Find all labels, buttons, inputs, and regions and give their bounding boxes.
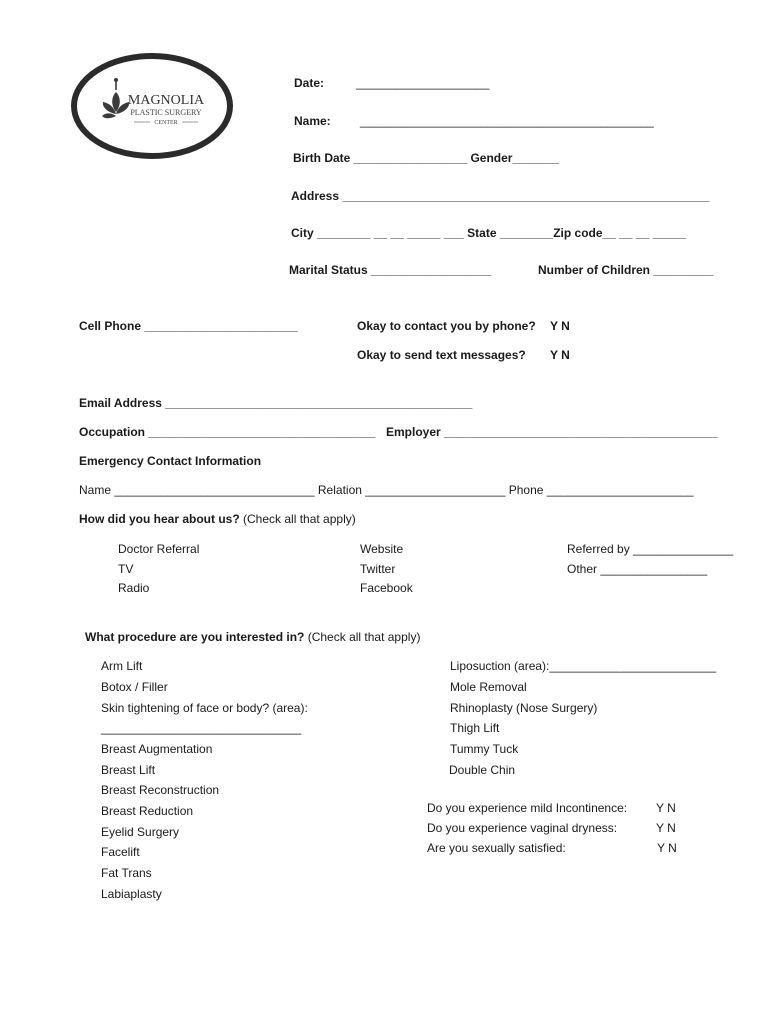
other-field[interactable]: Other ________________ [567, 562, 708, 576]
incontinence-yn[interactable]: Y N [656, 801, 676, 815]
procedure-option[interactable]: Eyelid Surgery [101, 825, 180, 839]
procedure-question-text: What procedure are you interested in? [85, 630, 305, 644]
emergency-contact-line[interactable]: Name ______________________________ Relation _____________________ Phone ______________________ [79, 483, 694, 497]
referral-option[interactable]: TV [118, 562, 134, 576]
procedure-option[interactable]: Double Chin [449, 763, 516, 777]
logo-line3: CENTER [154, 120, 178, 126]
magnolia-logo [70, 52, 234, 160]
address-field[interactable]: Address _______________________________________________________ [291, 189, 710, 203]
procedure-note: (Check all that apply) [307, 630, 421, 644]
number-of-children-field[interactable]: Number of Children _________ [538, 263, 714, 277]
date-label: Date: [294, 76, 325, 90]
referral-option[interactable]: Doctor Referral [118, 542, 200, 556]
incontinence-question: Do you experience mild Incontinence: [427, 801, 628, 815]
phone-contact-yn[interactable]: Y N [550, 319, 570, 333]
referral-option[interactable]: Website [360, 542, 404, 556]
procedure-area-field[interactable]: ______________________________ [101, 721, 302, 735]
procedure-question [85, 630, 420, 644]
procedure-option[interactable]: Rhinoplasty (Nose Surgery) [450, 701, 598, 715]
liposuction-area-field[interactable]: Liposuction (area):_________________________ [450, 659, 717, 673]
email-field[interactable]: Email Address ______________________________________________ [79, 396, 473, 410]
dryness-question: Do you experience vaginal dryness: [427, 821, 618, 835]
procedure-option[interactable]: Breast Reduction [101, 804, 194, 818]
date-field[interactable]: ____________________ [356, 76, 490, 90]
referral-option[interactable]: Radio [118, 581, 150, 595]
procedure-option[interactable]: Botox / Filler [101, 680, 168, 694]
referral-question-text: How did you hear about us? [79, 512, 240, 526]
procedure-option[interactable]: Breast Augmentation [101, 742, 213, 756]
procedure-option[interactable]: Mole Removal [450, 680, 527, 694]
text-message-question: Okay to send text messages? [357, 348, 526, 362]
procedure-option[interactable]: Breast Lift [101, 763, 156, 777]
referred-by-field[interactable]: Referred by _______________ [567, 542, 734, 556]
procedure-option[interactable]: Facelift [101, 845, 140, 859]
text-message-yn[interactable]: Y N [550, 348, 570, 362]
birth-gender-field[interactable]: Birth Date _________________ Gender_______ [293, 151, 560, 165]
name-label: Name: [294, 114, 331, 128]
marital-status-field[interactable]: Marital Status __________________ [289, 263, 492, 277]
procedure-option[interactable]: Labiaplasty [101, 887, 162, 901]
referral-question [79, 512, 356, 526]
emergency-contact-heading: Emergency Contact Information [79, 454, 262, 468]
procedure-option[interactable]: Arm Lift [101, 659, 143, 673]
procedure-option[interactable]: Breast Reconstruction [101, 783, 220, 797]
logo-line2: PLASTIC SURGERY [130, 108, 202, 117]
name-field[interactable]: ____________________________________________ [360, 114, 654, 128]
logo-line1: MAGNOLIA [127, 93, 205, 108]
cell-phone-field[interactable]: Cell Phone _______________________ [79, 319, 298, 333]
employer-field[interactable]: Employer _________________________________________ [386, 425, 718, 439]
satisfaction-question: Are you sexually satisfied: [427, 841, 566, 855]
referral-option[interactable]: Twitter [360, 562, 396, 576]
procedure-option[interactable]: Thigh Lift [450, 721, 500, 735]
referral-option[interactable]: Facebook [360, 581, 413, 595]
referral-note: (Check all that apply) [243, 512, 356, 526]
dryness-yn[interactable]: Y N [656, 821, 676, 835]
satisfaction-yn[interactable]: Y N [657, 841, 677, 855]
procedure-option[interactable]: Tummy Tuck [450, 742, 519, 756]
phone-contact-question: Okay to contact you by phone? [357, 319, 536, 333]
occupation-field[interactable]: Occupation __________________________________ [79, 425, 376, 439]
procedure-option[interactable]: Skin tightening of face or body? (area): [101, 701, 308, 715]
city-state-zip-field[interactable]: City ________ __ __ _____ ___ State ________Zip code__ __ __ _____ [291, 226, 686, 240]
procedure-option[interactable]: Fat Trans [101, 866, 152, 880]
